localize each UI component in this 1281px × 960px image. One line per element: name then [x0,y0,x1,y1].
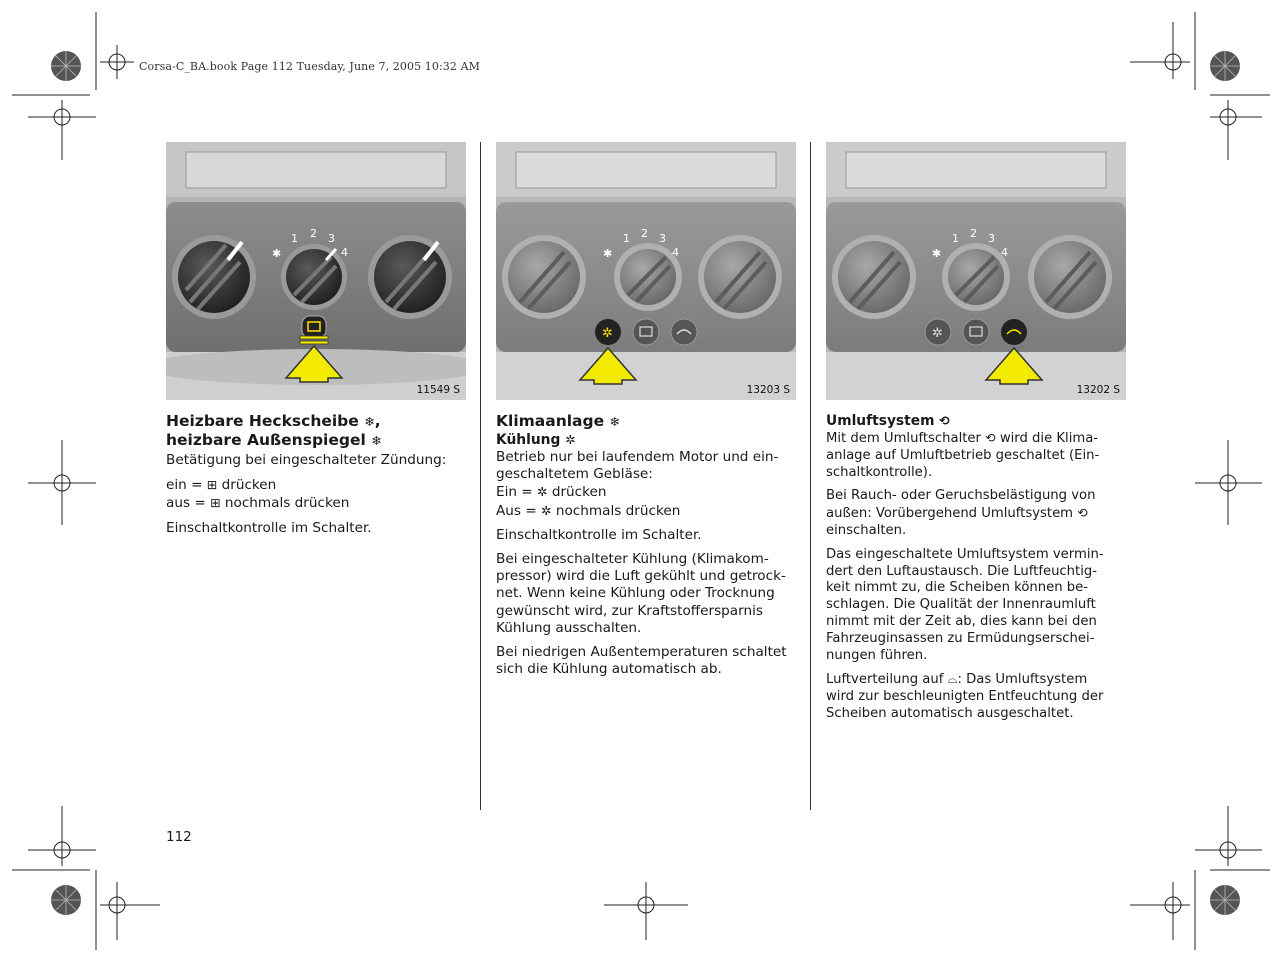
svg-text:✱: ✱ [603,247,613,260]
paragraph-line: Betrieb nur bei laufendem Motor und ein- [496,449,779,465]
column-air-conditioning [496,412,798,685]
svg-text:4: 4 [1001,246,1008,259]
svg-text:4: 4 [672,246,679,259]
svg-text:✲: ✲ [932,326,943,341]
paragraph: Betätigung bei eingeschalteter Zündung: [166,452,447,468]
title-line2: heizbare Außenspiegel [166,431,366,449]
paragraph: Einschaltkontrolle im Schalter. [166,519,372,536]
svg-text:3: 3 [328,232,335,245]
column-rear-window-heater [166,412,468,544]
instruction-off: Aus = ✲ nochmals drücken [496,502,681,519]
svg-text:✱: ✱ [932,247,942,260]
paragraph: wird zur beschleunigten Entfeuchtung der Scheiben automatisch ausgeschaltet. [826,689,1104,721]
paragraph: Das eingeschaltete Umluftsystem vermin- dert den Luftaustausch. Die Luftfeuchtig- keit nimmt zu, die Scheiben können be- schlagen. Die Qualität der Innenraumluft nimmt mit der Zeit ab, dies kann bei den Fahrzeuginsassen zu Ermüdungserschei- nungen führen. [826,546,1104,663]
paragraph: Bei niedrigen Außentemperaturen schaltet sich die Kühlung automatisch ab. [496,644,787,678]
instruction-off: aus = ⊞ nochmals drücken [166,495,350,512]
air-conditioning-icon: ✲ [565,432,576,447]
svg-text:3: 3 [988,232,995,245]
rear-window-heater-icon: ⊞ [206,477,218,493]
figure-code: 13202 S [1076,384,1120,396]
paragraph: Bei eingeschalteter Kühlung (Klimakom- pressor) wird die Luft gekühlt und getrock- net. Wenn keine Kühlung oder Trocknung gewünscht wird, zur Kraftstoffersparnis Kühlung ausschalten. [496,551,786,636]
page-number: 112 [166,829,192,845]
section-title-2 [166,431,468,450]
section-subtitle: Kühlung ✲ [496,432,576,448]
snowflake-icon: ❄ [609,414,621,429]
rear-window-heater-icon: ⊞ [210,495,221,511]
instruction-on: ein = ⊞ drücken [166,477,277,494]
figure-air-conditioning [496,142,796,400]
air-recirculation-icon: ⟲ [985,430,996,445]
figure-code: 13203 S [746,384,790,396]
air-conditioning-icon: ✲ [537,484,548,500]
figure-code: 11549 S [416,384,460,396]
air-recirculation-icon: ⟲ [939,413,950,428]
svg-text:1: 1 [291,232,298,245]
column-divider [810,142,811,810]
svg-text:1: 1 [952,232,959,245]
snowflake-icon: ❄ [364,414,375,429]
air-recirculation-icon: ⟲ [1077,505,1088,521]
section-title: Klimaanlage ❄ [496,412,621,430]
svg-text:3: 3 [659,232,666,245]
print-header: Corsa-C_BA.book Page 112 Tuesday, June 7, 2005 10:32 AM [139,60,481,73]
section-title: Heizbare Heckscheibe ❄, [166,412,381,430]
figure-rear-window-heater [166,142,466,400]
svg-text:2: 2 [310,227,317,240]
figure-air-recirculation [826,142,1126,400]
instruction-on: Ein = ✲ drücken [496,484,607,501]
windscreen-air-icon: ⌓ [947,671,958,687]
section-title: Umluftsystem ⟲ [826,413,950,429]
column-divider [480,142,481,810]
paragraph: Einschaltkontrolle im Schalter. [496,526,702,543]
svg-text:1: 1 [623,232,630,245]
paragraph-line: geschaltetem Gebläse: [496,466,653,483]
svg-text:2: 2 [641,227,648,240]
air-conditioning-icon: ✲ [541,502,552,518]
snowflake-icon: ❄ [371,433,382,448]
column-air-recirculation: Umluftsystem ⟲ Mit dem Umluftschalter ⟲ wird die Klima- anlage auf Umluftbetrieb geschaltet (Ein- schaltkontrolle). Bei Rauch- oder Geruchsbelästigung von außen: Vorübergehend Umluftsystem ⟲ einschalten. Das eingeschaltete Umluftsystem vermin- dert den Luftaustausch. Die Luftfeuchtig- keit nimmt zu, die Scheiben können be- schlagen. Die Qualität der Innenraumluft nimmt mit der Zeit ab, dies kann bei den Fahrzeuginsassen zu Ermüdungserschei- nungen führen. Luftverteilung auf ⌓: Das Umluftsystem wird zur beschleunigten Entfeuchtung der Scheiben automatisch ausgeschaltet. [826,412,1128,730]
paragraph: anlage auf Umluftbetrieb geschaltet (Ein- schaltkontrolle). [826,447,1100,480]
svg-text:4: 4 [341,246,348,259]
svg-text:✲: ✲ [602,326,613,341]
svg-text:✱: ✱ [272,247,282,260]
paragraph: einschalten. [826,522,907,538]
title-line1: Heizbare Heckscheibe [166,412,359,430]
svg-text:2: 2 [970,227,977,240]
